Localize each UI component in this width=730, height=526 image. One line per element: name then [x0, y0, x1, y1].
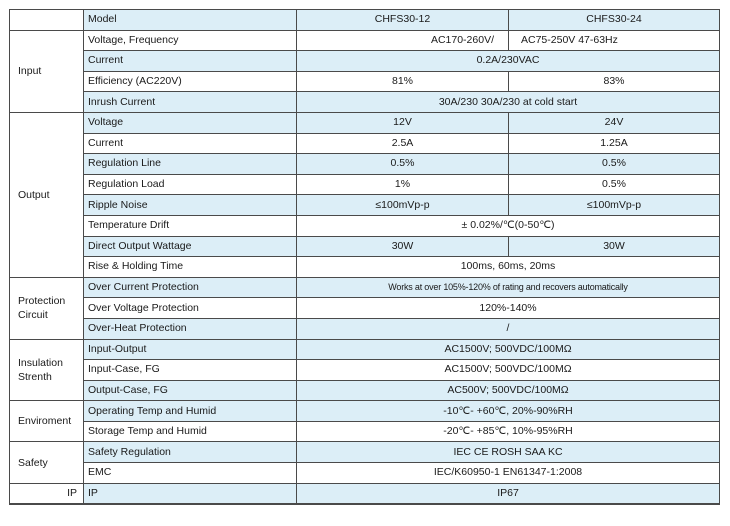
value-b: 30W: [509, 236, 720, 257]
value-merged: -10℃- +60℃, 20%-90%RH: [297, 401, 720, 422]
value-a: 0.5%: [297, 154, 509, 175]
value-a: AC170-260V/: [297, 30, 509, 51]
value-merged: AC1500V; 500VDC/100MΩ: [297, 360, 720, 381]
group-insulation: Insulation Strenth: [10, 339, 84, 401]
table-row: [10, 463, 720, 484]
model-b: CHFS30-24: [509, 10, 720, 31]
table-row: [10, 421, 720, 442]
value-b: ≤100mVp-p: [509, 195, 720, 216]
param-label: Input-Output: [84, 339, 297, 360]
value-merged: 120%-140%: [297, 298, 720, 319]
value-b: 83%: [509, 71, 720, 92]
param-label: Rise & Holding Time: [84, 257, 297, 278]
table-row: [10, 339, 720, 360]
param-label: Regulation Load: [84, 174, 297, 195]
table-row: [10, 92, 720, 113]
table-row: [10, 195, 720, 216]
table-row: [10, 277, 720, 298]
value-merged: -20℃- +85℃, 10%-95%RH: [297, 421, 720, 442]
spec-table: [9, 9, 720, 505]
param-label: Efficiency (AC220V): [84, 71, 297, 92]
param-label: Storage Temp and Humid: [84, 421, 297, 442]
header-blank-cell: [10, 10, 84, 31]
param-label: Inrush Current: [84, 92, 297, 113]
table-row: [10, 442, 720, 463]
value-a: ≤100mVp-p: [297, 195, 509, 216]
param-label: Current: [84, 133, 297, 154]
table-row: [10, 215, 720, 236]
value-a: 30W: [297, 236, 509, 257]
param-label: Over-Heat Protection: [84, 318, 297, 339]
table-row: [10, 257, 720, 278]
param-label: Direct Output Wattage: [84, 236, 297, 257]
value-b: AC75-250V 47-63Hz: [509, 30, 720, 51]
value-b: 0.5%: [509, 174, 720, 195]
table-row: [10, 318, 720, 339]
value-merged: ± 0.02%/℃(0-50℃): [297, 215, 720, 236]
param-label: EMC: [84, 463, 297, 484]
value-merged: Works at over 105%-120% of rating and recovers automatically: [297, 277, 720, 298]
table-row: [10, 112, 720, 133]
group-protection: Protection Circuit: [10, 277, 84, 339]
param-label: Operating Temp and Humid: [84, 401, 297, 422]
value-merged: IP67: [297, 483, 720, 504]
value-merged: IEC/K60950-1 EN61347-1:2008: [297, 463, 720, 484]
table-row: [10, 298, 720, 319]
value-merged: AC1500V; 500VDC/100MΩ: [297, 339, 720, 360]
value-b: 0.5%: [509, 154, 720, 175]
value-a: 81%: [297, 71, 509, 92]
table-row: [10, 380, 720, 401]
table-row: [10, 360, 720, 381]
value-merged: IEC CE ROSH SAA KC: [297, 442, 720, 463]
value-a: 12V: [297, 112, 509, 133]
param-label: Output-Case, FG: [84, 380, 297, 401]
table-row: [10, 154, 720, 175]
value-merged: 30A/230 30A/230 at cold start: [297, 92, 720, 113]
model-a: CHFS30-12: [297, 10, 509, 31]
value-b: 24V: [509, 112, 720, 133]
value-merged: 100ms, 60ms, 20ms: [297, 257, 720, 278]
table-row: [10, 133, 720, 154]
param-label: Ripple Noise: [84, 195, 297, 216]
model-label: Model: [84, 10, 297, 31]
value-merged: AC500V; 500VDC/100MΩ: [297, 380, 720, 401]
group-environment: Enviroment: [10, 401, 84, 442]
table-row: [10, 30, 720, 51]
table-row: [10, 174, 720, 195]
group-output: Output: [10, 112, 84, 277]
value-merged: 0.2A/230VAC: [297, 51, 720, 72]
param-label: IP: [84, 483, 297, 504]
group-safety: Safety: [10, 442, 84, 483]
group-ip: IP: [10, 483, 84, 504]
table-row: [10, 71, 720, 92]
param-label: Voltage, Frequency: [84, 30, 297, 51]
value-b: 1.25A: [509, 133, 720, 154]
table-row: [10, 401, 720, 422]
param-label: Safety Regulation: [84, 442, 297, 463]
param-label: Regulation Line: [84, 154, 297, 175]
param-label: Over Voltage Protection: [84, 298, 297, 319]
param-label: Input-Case, FG: [84, 360, 297, 381]
param-label: Voltage: [84, 112, 297, 133]
param-label: Over Current Protection: [84, 277, 297, 298]
value-merged: /: [297, 318, 720, 339]
group-input: Input: [10, 30, 84, 112]
table-row: [10, 236, 720, 257]
param-label: Temperature Drift: [84, 215, 297, 236]
value-a: 2.5A: [297, 133, 509, 154]
table-row: [10, 483, 720, 504]
table-row: [10, 51, 720, 72]
header-row: [10, 10, 720, 31]
param-label: Current: [84, 51, 297, 72]
value-a: 1%: [297, 174, 509, 195]
